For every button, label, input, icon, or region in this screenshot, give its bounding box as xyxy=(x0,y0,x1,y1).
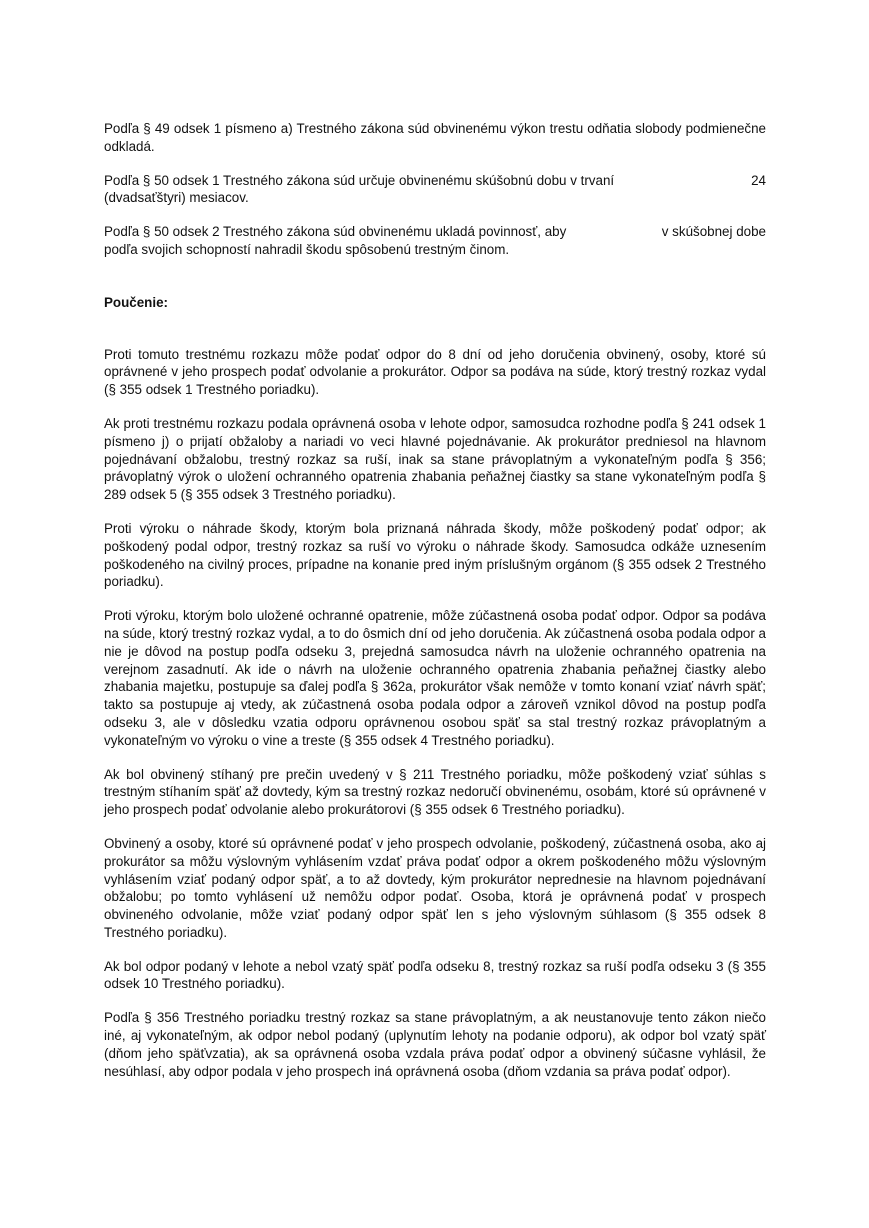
paragraph-timely-objection: Ak bol odpor podaný v lehote a nebol vzatý späť podľa odseku 8, trestný rozkaz sa ruší podľa odseku 3 (§ 355 odsek 10 Trestného poriadku). xyxy=(104,958,766,992)
obligation-continuation: podľa svojich schopností nahradil škodu spôsobenú trestným činom. xyxy=(104,241,510,257)
paragraph-finality: Podľa § 356 Trestného poriadku trestný rozkaz sa stane právoplatným, a ak neustanovuje tento zákon niečo iné, aj vykonateľným, ak odpor nebol podaný (uplynutím lehoty na podanie odporu), ak odpor bol vzatý späť (dňom jeho späťvzatia), ak sa oprávnená osoba vzdala práva podať odpor a obvinený súčasne vyhlásil, že nesúhlasí, aby odpor podala v jeho prospech iná oprávnená osoba (dňom vzdania sa práva podať odpor). xyxy=(104,1010,766,1079)
paragraph-obligation xyxy=(104,223,766,259)
paragraph-objection-right: Proti tomuto trestnému rozkazu môže podať odpor do 8 dní od jeho doručenia obvinený, osoby, ktoré sú oprávnené v jeho prospech podať odvolanie a prokurátor. Odpor sa podáva na súde, ktorý trestný rozkaz vydal (§ 355 odsek 1 Trestného poriadku). xyxy=(104,346,766,398)
probation-period-line xyxy=(104,172,766,190)
paragraph-protective-measure-objection: Proti výroku, ktorým bolo uložené ochranné opatrenie, môže zúčastnená osoba podať odpor. Odpor sa podáva na súde, ktorý trestný rozkaz vydal, a to do ôsmich dní od jeho doručenia. Ak zúčastnená osoba podala odpor a nie je dôvod na postup podľa odseku 3, prejedná samosudca návrh na uloženie ochranného opatrenia na verejnom zasadnutí. Ak ide o návrh na uloženie ochranného opatrenia zhabania peňažnej čiastky alebo zhabania majetku, postupuje sa ďalej podľa § 362a, prokurátor však nemôže v tomto konaní vziať návrh späť; takto sa postupuje aj vtedy, ak zúčastnená osoba podala odpor a zároveň vznikol dôvod na postup podľa odseku 3, ale v dôsledku vzatia odporu oprávnenou osobou späť sa stal trestný rozkaz právoplatným a vykonateľným vo výroku o vine a treste (§ 355 odsek 4 Trestného poriadku). xyxy=(104,608,766,748)
paragraph-probation-period xyxy=(104,172,766,208)
paragraph-damages-objection: Proti výroku o náhrade škody, ktorým bola priznaná náhrada škody, môže poškodený podať odpor; ak poškodený podal odpor, trestný rozkaz sa ruší vo výroku o náhrade škody. Samosudca odkáže uznesením poškodeného na civilný proces, prípadne na konanie pred iným príslušným orgánom (§ 355 odsek 2 Trestného poriadku). xyxy=(104,520,766,590)
obligation-period-text: v skúšobnej dobe xyxy=(661,224,766,240)
obligation-text: Podľa § 50 odsek 2 Trestného zákona súd obvinenému ukladá povinnosť, aby xyxy=(104,224,567,240)
section-heading-instructions: Poučenie: xyxy=(104,294,168,310)
probation-period-continuation: (dvadsaťštyri) mesiacov. xyxy=(104,190,249,206)
probation-period-value: 24 xyxy=(751,172,766,188)
paragraph-objection-procedure: Ak proti trestnému rozkazu podala oprávnená osoba v lehote odpor, samosudca rozhodne podľa § 241 odsek 1 písmeno j) o prijatí obžaloby a nariadi vo veci hlavné pojednávanie. Ak prokurátor predniesol na hlavnom pojednávaní obžalobu, trestný rozkaz sa ruší, inak sa stane právoplatným a vykonateľným podľa § 356; právoplatný výrok o uložení ochranného opatrenia zhabania peňažnej čiastky sa stane vykonateľným podľa § 289 odsek 5 (§ 355 odsek 3 Trestného poriadku). xyxy=(104,415,766,503)
paragraph-waiver-of-objection: Obvinený a osoby, ktoré sú oprávnené podať v jeho prospech odvolanie, poškodený, zúčastnená osoba, ako aj prokurátor sa môžu výslovným vyhlásením vzdať práva podať odpor a okrem poškodeného môžu výslovným vyhlásením vziať podaný odpor späť, a to až dovtedy, kým prokurátor neprednesie na hlavnom pojednávaní obžalobu; po tomto vyhlásení už nemôžu odpor podať. Osoba, ktorá je oprávnená podať v prospech obvineného odvolanie, môže vziať podaný odpor späť len s jeho výslovným súhlasom (§ 355 odsek 8 Trestného poriadku). xyxy=(104,835,766,940)
obligation-line xyxy=(104,223,766,241)
paragraph-conditional-suspension: Podľa § 49 odsek 1 písmeno a) Trestného zákona súd obvinenému výkon trestu odňatia slobody podmienečne odkladá. xyxy=(104,121,766,154)
probation-period-text: Podľa § 50 odsek 1 Trestného zákona súd určuje obvinenému skúšobnú dobu v trvaní xyxy=(104,172,615,188)
paragraph-consent-withdrawal: Ak bol obvinený stíhaný pre prečin uvedený v § 211 Trestného poriadku, môže poškodený vziať súhlas s trestným stíhaním späť až dovtedy, kým sa trestný rozkaz nedoručí obvinenému, osobám, ktoré sú oprávnené v jeho prospech podať odvolanie alebo prokurátorovi (§ 355 odsek 6 Trestného poriadku). xyxy=(104,766,766,818)
document-body xyxy=(104,120,766,1080)
